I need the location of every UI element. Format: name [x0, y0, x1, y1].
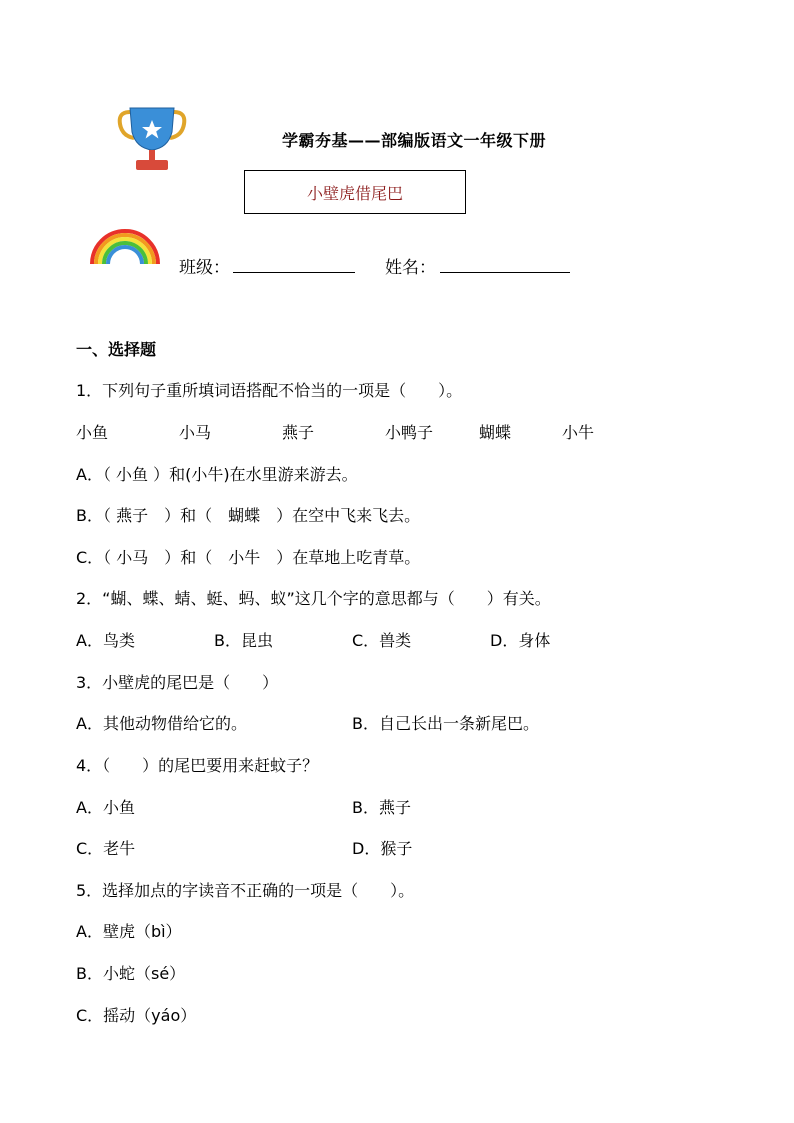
option-a: A．小鱼 — [76, 798, 135, 817]
worksheet-title: 学霸夯基——部编版语文一年级下册 — [282, 131, 547, 150]
option-b: B．（ 燕子 ）和（ 蝴蝶 ）在空中飞来飞去。 — [76, 506, 421, 525]
class-field[interactable] — [233, 272, 355, 273]
question-2-stem: 2．“蝴、蝶、蜻、蜓、蚂、蚁”这几个字的意思都与（ ）有关。 — [76, 589, 551, 608]
option-c: C．摇动（yáo） — [76, 1006, 197, 1025]
word-item: 小鸭子 — [385, 423, 434, 442]
question-1-stem: 1．下列句子重所填词语搭配不恰当的一项是（ ）。 — [76, 381, 463, 400]
option-d: D．猴子 — [352, 839, 413, 858]
question-3-stem: 3．小壁虎的尾巴是（ ） — [76, 673, 279, 692]
section-title: 一、选择题 — [76, 340, 157, 359]
option-a: A．壁虎（bì） — [76, 922, 182, 941]
option-a: A．鸟类 — [76, 631, 135, 650]
class-label: 班级： — [179, 258, 230, 278]
word-item: 燕子 — [282, 423, 315, 442]
option-d: D．身体 — [490, 631, 551, 650]
word-item: 蝴蝶 — [479, 423, 512, 442]
word-item: 小牛 — [562, 423, 595, 442]
question-4-stem: 4．（ ）的尾巴要用来赶蚊子？ — [76, 756, 319, 775]
word-item: 小鱼 — [76, 423, 109, 442]
name-field[interactable] — [440, 272, 570, 273]
option-a: A．（ 小鱼 ）和(小牛)在水里游来游去。 — [76, 465, 358, 484]
option-a: A．其他动物借给它的。 — [76, 714, 247, 733]
word-item: 小马 — [179, 423, 212, 442]
option-c: C．老牛 — [76, 839, 136, 858]
lesson-title-box — [244, 170, 466, 214]
question-5-stem: 5．选择加点的字读音不正确的一项是（ ）。 — [76, 881, 415, 900]
name-label: 姓名： — [385, 258, 436, 278]
option-b: B．昆虫 — [214, 631, 273, 650]
option-c: C．兽类 — [352, 631, 412, 650]
option-b: B．自己长出一条新尾巴。 — [352, 714, 539, 733]
trophy-icon — [116, 106, 188, 172]
option-b: B．燕子 — [352, 798, 411, 817]
option-c: C．（ 小马 ）和（ 小牛 ）在草地上吃青草。 — [76, 548, 421, 567]
option-b: B．小蛇（sé） — [76, 964, 186, 983]
rainbow-icon — [88, 226, 162, 266]
lesson-title: 小壁虎借尾巴 — [306, 183, 403, 203]
